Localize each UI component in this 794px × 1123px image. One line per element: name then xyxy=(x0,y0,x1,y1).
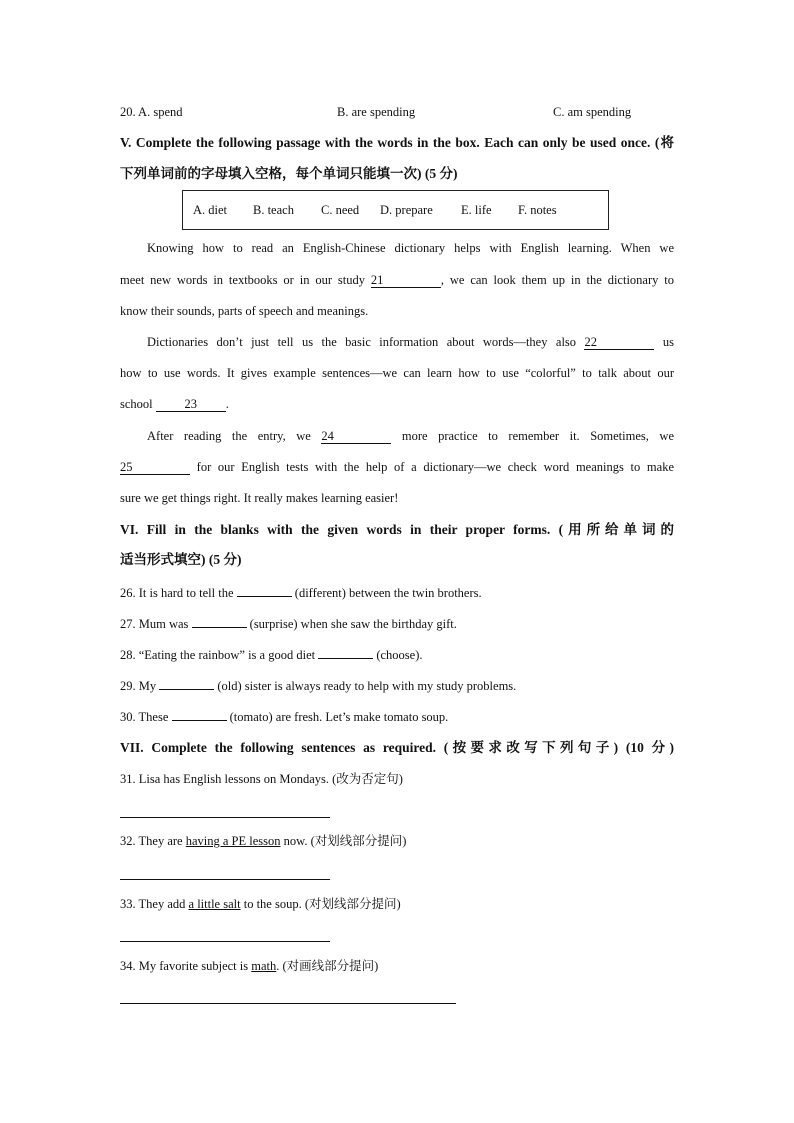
answer-line-34[interactable] xyxy=(120,1003,456,1004)
question-31: 31. Lisa has English lessons on Mondays. (改为否定句) xyxy=(120,772,403,786)
passage-line: school 23 . xyxy=(120,397,229,411)
answer-blank-29[interactable] xyxy=(159,676,214,690)
answer-blank-27[interactable] xyxy=(192,614,247,628)
passage-line: 25 for our English tests with the help of a dictionary—we check word meanings to make xyxy=(120,460,674,474)
question-27: 27. Mum was (surprise) when she saw the birthday gift. xyxy=(120,614,457,633)
section5-title-cn: 下列单词前的字母填入空格，每个单词只能填一次) (5 分) xyxy=(120,166,458,181)
q20-option-a: 20. A. spend xyxy=(120,105,183,119)
question-28: 28. “Eating the rainbow” is a good diet (choose). xyxy=(120,645,423,664)
question-34: 34. My favorite subject is math. (对画线部分提问) xyxy=(120,959,379,973)
question-29: 29. My (old) sister is always ready to help with my study problems. xyxy=(120,676,516,695)
section6-title: VI. Fill in the blanks with the given words in their proper forms. (用所给单词的 xyxy=(120,522,674,537)
section5-title: V. Complete the following passage with the words in the box. Each can only be used once. (将 xyxy=(120,135,674,150)
word-box xyxy=(182,190,609,230)
question-33: 33. They add a little salt to the soup. (对划线部分提问) xyxy=(120,897,401,911)
passage-line: sure we get things right. It really makes learning easier! xyxy=(120,491,399,505)
blank-25[interactable]: 25 xyxy=(120,461,190,475)
blank-21[interactable]: 21 xyxy=(371,274,441,288)
blank-22[interactable]: 22 xyxy=(584,336,654,350)
blank-24[interactable]: 24 xyxy=(321,430,391,444)
answer-line-31[interactable] xyxy=(120,817,330,818)
question-30: 30. These (tomato) are fresh. Let’s make tomato soup. xyxy=(120,707,448,726)
answer-blank-28[interactable] xyxy=(318,645,373,659)
passage-line: know their sounds, parts of speech and meanings. xyxy=(120,304,369,318)
q20-option-c: C. am spending xyxy=(553,105,632,119)
answer-line-32[interactable] xyxy=(120,879,330,880)
passage-line: After reading the entry, we 24 more practice to remember it. Sometimes, we xyxy=(147,429,674,443)
word-box-item: C. need xyxy=(321,203,360,217)
word-box-item: A. diet xyxy=(193,203,228,217)
q20-option-b: B. are spending xyxy=(337,105,416,119)
word-box-item: D. prepare xyxy=(380,203,433,217)
section6-title-cn: 适当形式填空) (5 分) xyxy=(120,552,242,567)
question-32: 32. They are having a PE lesson now. (对划线部分提问) xyxy=(120,834,407,848)
section7-title: VII. Complete the following sentences as required. (按要求改写下列句子) (10 分) xyxy=(120,740,674,755)
answer-blank-26[interactable] xyxy=(237,583,292,597)
blank-23[interactable]: 23 xyxy=(156,398,226,412)
word-box-item: F. notes xyxy=(518,203,557,217)
word-box-item: B. teach xyxy=(253,203,294,217)
word-box-item: E. life xyxy=(461,203,492,217)
passage-line: Knowing how to read an English-Chinese dictionary helps with English learning. When we xyxy=(147,241,674,255)
passage-line: Dictionaries don’t just tell us the basic information about words—they also 22 us xyxy=(147,335,675,349)
answer-blank-30[interactable] xyxy=(172,707,227,721)
passage-line: meet new words in textbooks or in our study 21 , we can look them up in the dictionary to xyxy=(120,273,674,287)
passage-line: how to use words. It gives example sentences—we can learn how to use “colorful” to talk about our xyxy=(120,366,674,380)
question-26: 26. It is hard to tell the (different) between the twin brothers. xyxy=(120,583,482,602)
answer-line-33[interactable] xyxy=(120,941,330,942)
